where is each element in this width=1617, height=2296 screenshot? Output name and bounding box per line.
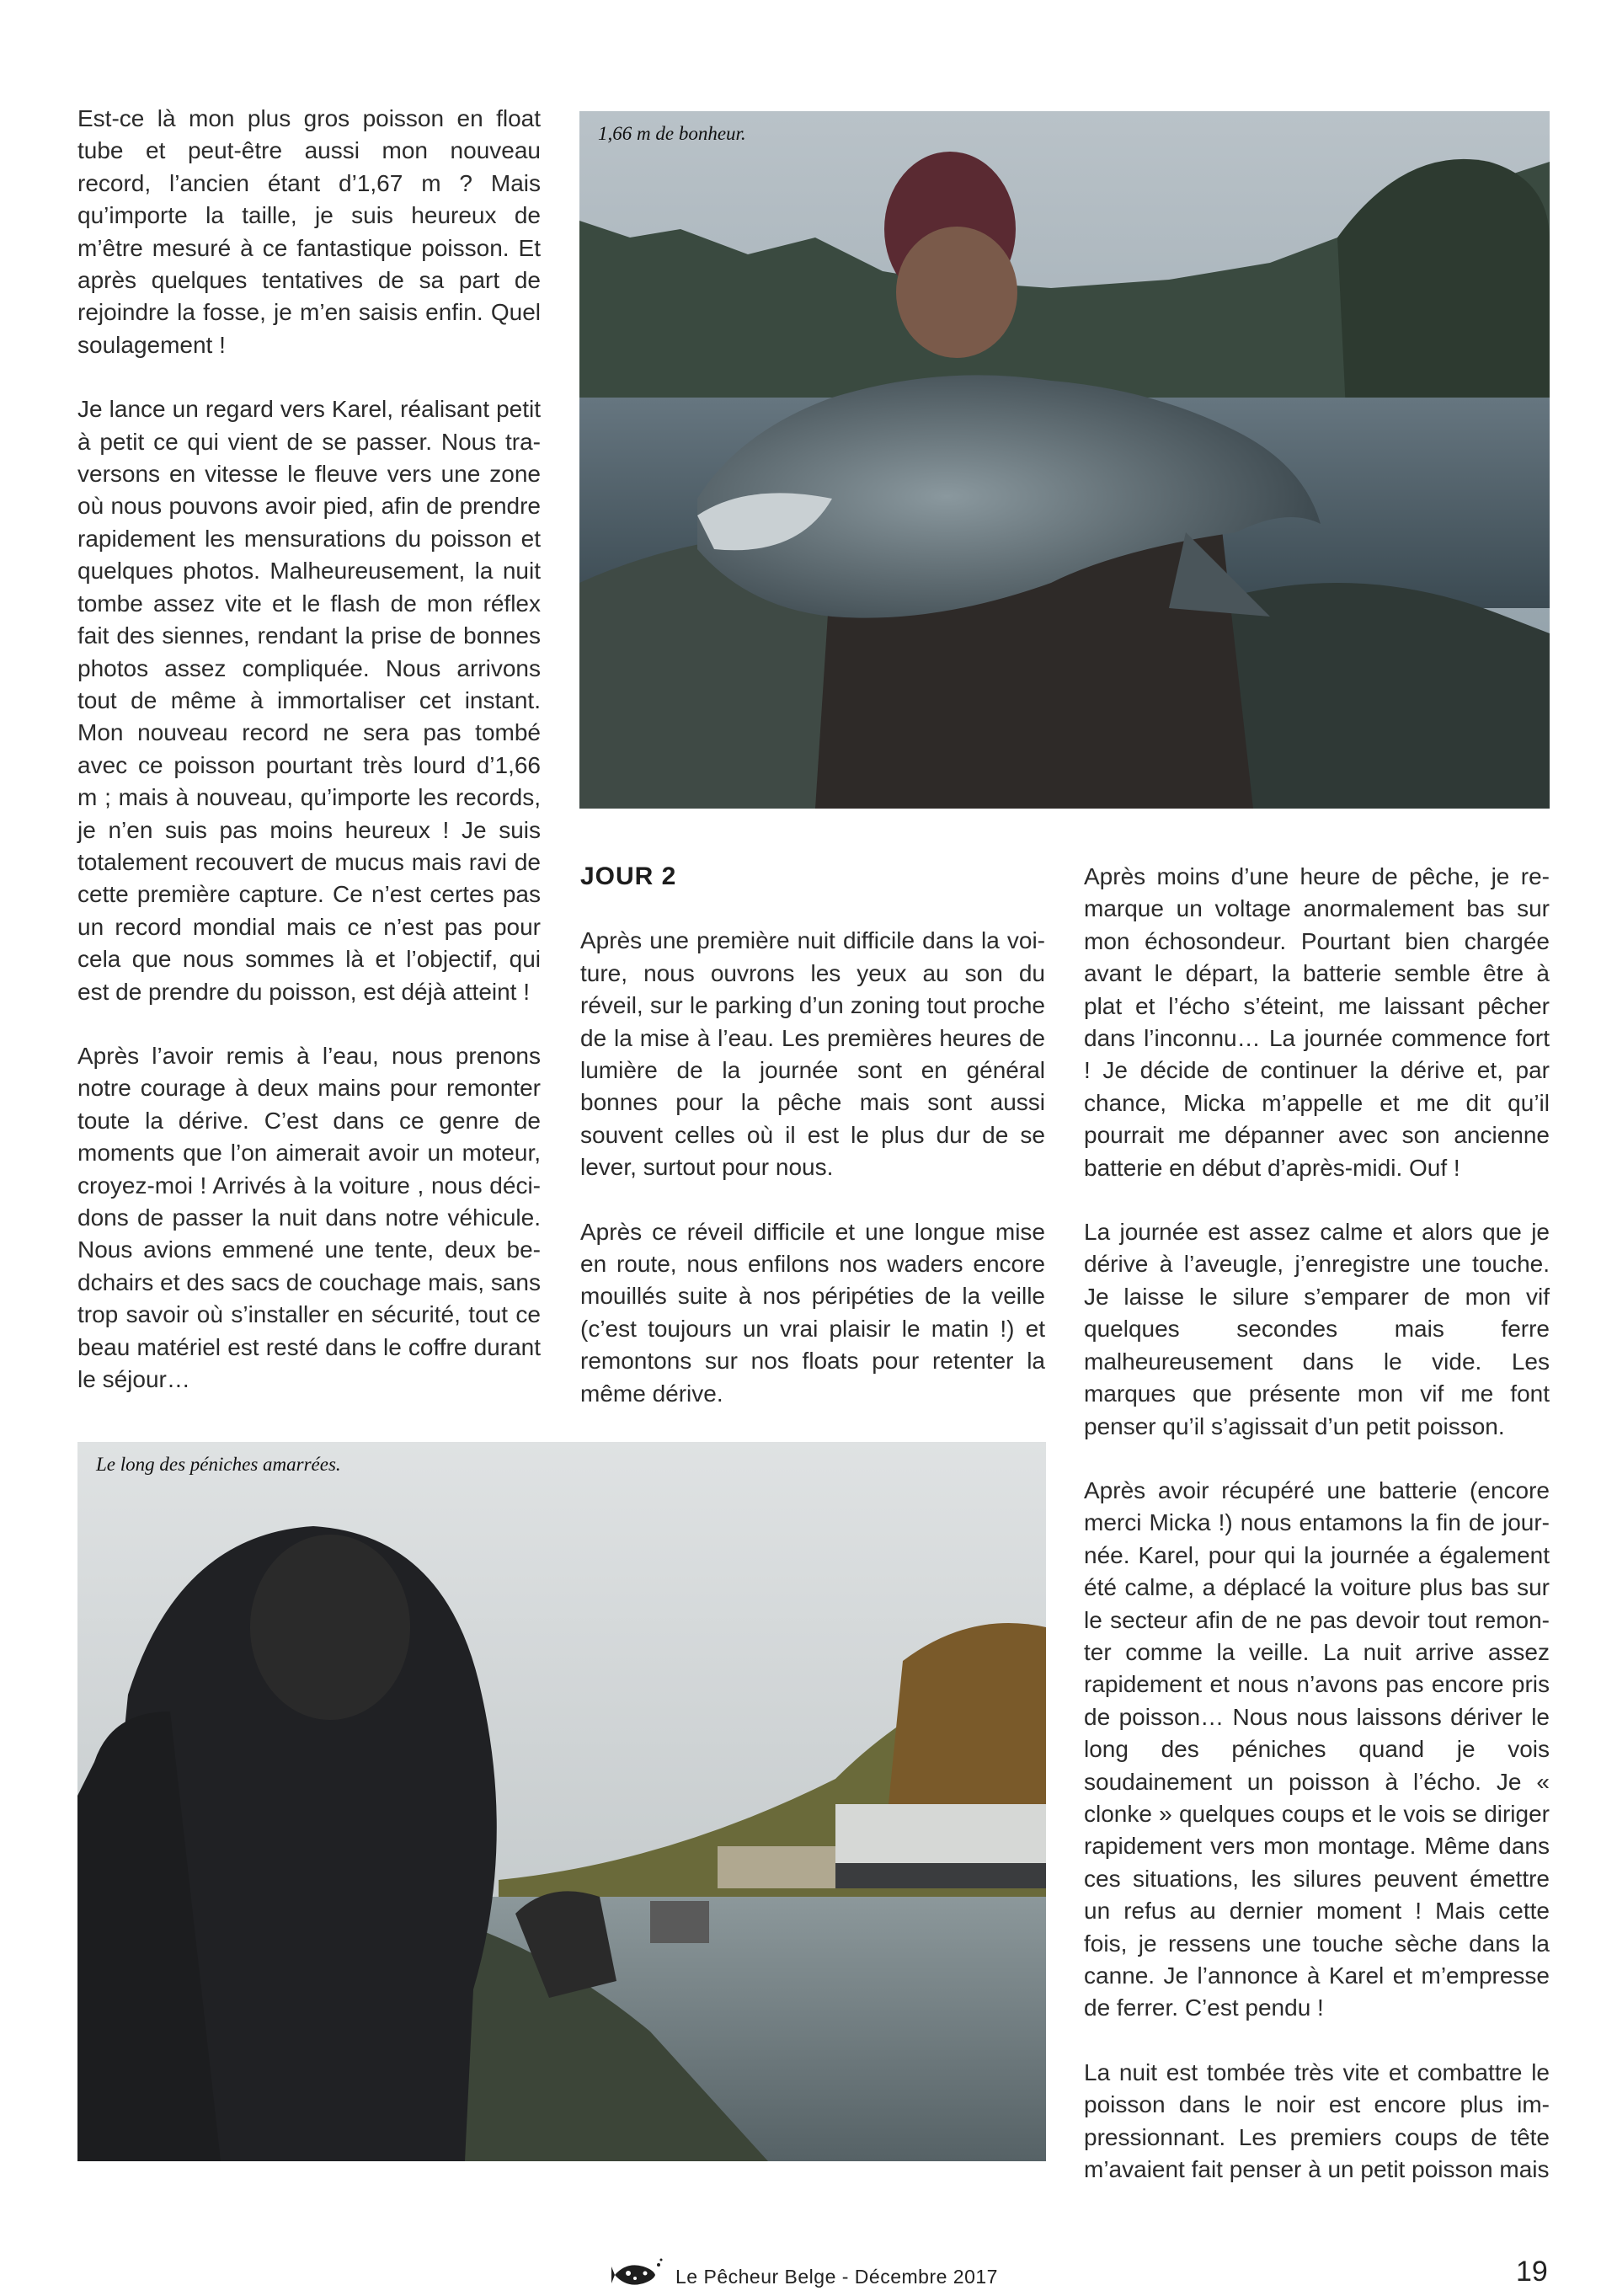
- catfish-photo-image: [579, 111, 1550, 809]
- paragraph: La nuit est tombée très vite et combattre le poisson dans le noir est encore plus impressionnant. Les premiers coups de tête m’avaient fait penser à un petit poisson mais: [1084, 2058, 1550, 2183]
- article-column-1: [77, 103, 541, 1428]
- barges-photo-image: [77, 1442, 1046, 2161]
- paragraph: Après l’avoir remis à l’eau, nous prenons notre courage à deux mains pour remonter toute la dérive. C’est dans ce genre de moments que l’on aimerait avoir un moteur, croyez-moi ! Arrivés à la voiture , nous décidons de passer la nuit dans notre véhicule. Nous avions emmené une tente, deux bedchairs et des sacs de couchage mais, sans trop savoir où s’installer en sécurité, tout ce beau matériel est resté dans le coffre durant le séjour…: [77, 1042, 541, 1393]
- catfish-photo: [579, 111, 1550, 809]
- barges-photo: [77, 1442, 1046, 2161]
- paragraph: Est-ce là mon plus gros poisson en float tube et peut-être aussi mon nouveau record, l’ancien étant d’1,67 m ? Mais qu’importe la taille, je suis heureux de m’être mesuré à ce fantastique poisson. Et après quelques tentatives de sa part de rejoindre la fosse, je m’en saisis enfin. Quel soulagement !: [77, 105, 541, 358]
- section-heading: JOUR 2: [580, 862, 677, 890]
- photo-caption: 1,66 m de bonheur.: [598, 123, 746, 144]
- paragraph: Après avoir récupéré une batterie (encore merci Micka !) nous entamons la fin de journée. Karel, pour qui la journée a également été calme, a déplacé la voiture plus bas sur le secteur afin de ne pas devoir tout remonter comme la veille. La nuit arrive assez rapidement et nous n’avons pas encore pris de poisson… Nous nous laissons dériver le long des péniches quand je vois soudainement un poisson à l’écho. Je « clonke » quelques coups et le vois se diriger rapidement vers mon montage. Même dans ces situations, les silures peuvent émettre un refus au dernier moment ! Mais cette fois, je ressens une touche sèche dans la canne. Je l’annonce à Karel et m’empresse de ferrer. C’est pendu !: [1084, 1476, 1550, 2021]
- photo-caption: Le long des péniches amarrées.: [96, 1454, 341, 1475]
- paragraph: Je lance un regard vers Karel, réalisant petit à petit ce qui vient de se passer. Nous traversons en vitesse le fleuve vers une zone où nous pouvons avoir pied, afin de prendre rapidement les mensurations du poisson et quelques photos. Malheureusement, la nuit tombe assez vite et le flash de mon réflex fait des siennes, rendant la prise de bonnes photos assez compliquée. Nous arrivons tout de même à immortaliser cet instant. Mon nouveau record ne sera pas tombé avec ce poisson pourtant très lourd d’1,66 m ; mais à nouveau, qu’importe les records, je n’en suis pas moins heureux ! Je suis totalement recouvert de mucus mais ravi de cette première capture. Ce n’est certes pas un record mondial mais ce n’est pas pour cela que nous sommes là et l’objectif, qui est de prendre du poisson, est déjà atteint !: [77, 396, 541, 1005]
- article-column-2: [580, 861, 1045, 1442]
- footer: [611, 2257, 998, 2296]
- paragraph: Après ce réveil difficile et une longue mise en route, nous enfilons nos waders encore mouillés suite à nos péripéties de la veille (c’est toujours un vrai plaisir le matin !) et remontons sur nos floats pour retenter la même dérive.: [580, 1218, 1045, 1407]
- paragraph: La journée est assez calme et alors que je dérive à l’aveugle, j’enregistre une touche. Je laisse le silure s’emparer de mon vif quelques secondes mais ferre malheureusement dans le vide. Les marques que présente mon vif me font penser qu’il s’agissait d’un petit poisson.: [1084, 1219, 1550, 1439]
- article-column-3: [1084, 861, 1550, 2218]
- page-number: 19: [1516, 2256, 1548, 2288]
- paragraph: Après moins d’une heure de pêche, je remarque un voltage anormalement bas sur mon échosondeur. Pourtant bien chargée avant le départ, la batterie semble être à plat et l’écho s’éteint, me laissant pêcher dans l’inconnu… La journée commence fort ! Je décide de continuer la dérive et, par chance, Micka m’appelle et me dit qu’il pourrait me dépanner avec son ancienne batterie en début d’après-midi. Ouf !: [1084, 863, 1550, 1181]
- paragraph: Après une première nuit difficile dans la voiture, nous ouvrons les yeux au son du réveil, sur le parking d’un zoning tout proche de la mise à l’eau. Les premières heures de lumière de la journée sont en général bonnes pour la pêche mais sont aussi souvent celles où il est le plus dur de se lever, surtout pour nous.: [580, 927, 1045, 1181]
- fish-logo-icon: [611, 2258, 664, 2296]
- footer-text: Le Pêcheur Belge - Décembre 2017: [675, 2265, 998, 2288]
